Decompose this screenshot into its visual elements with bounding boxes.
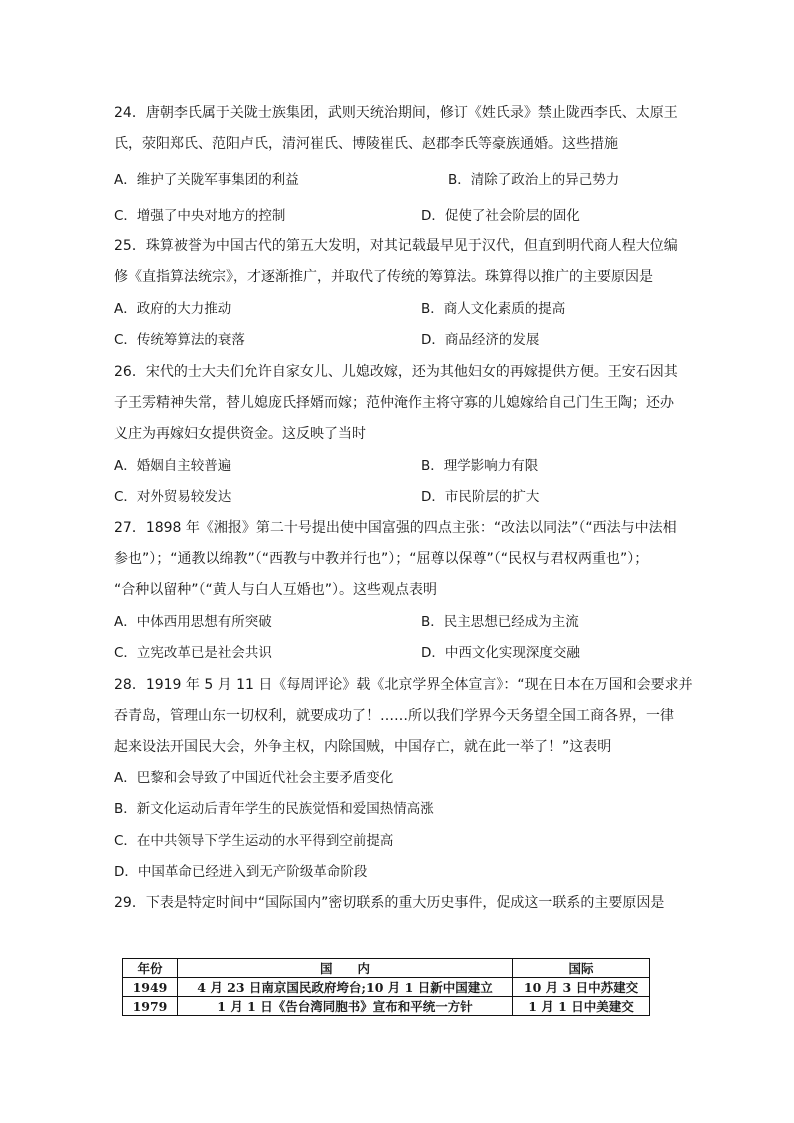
q27-option-b[interactable]: B．民主思想已经成为主流 bbox=[421, 614, 579, 630]
q28-line-2: 吞青岛，管理山东一切权利，就要成功了！……所以我们学界今天务望全国工商各界，一律 bbox=[114, 708, 674, 724]
q24-line-2: 氏，荥阳郑氏、范阳卢氏，清河崔氏、博陵崔氏、赵郡李氏等豪族通婚。这些措施 bbox=[114, 136, 618, 152]
q24-option-a[interactable]: A．维护了关陇军事集团的利益 bbox=[114, 172, 299, 188]
q26-line-1: 26．宋代的士大夫们允许自家女儿、儿媳改嫁，还为其他妇女的再嫁提供方便。王安石因其 bbox=[114, 364, 678, 380]
q28-option-a[interactable]: A．巴黎和会导致了中国近代社会主要矛盾变化 bbox=[114, 770, 394, 786]
events-table bbox=[122, 958, 650, 1016]
q25-option-c[interactable]: C．传统筹算法的衰落 bbox=[114, 332, 245, 348]
cell-international: 10 月 3 日中苏建交 bbox=[513, 978, 650, 997]
q24-option-d[interactable]: D．促使了社会阶层的固化 bbox=[421, 208, 580, 224]
header-domestic: 国 内 bbox=[178, 959, 513, 978]
q28-option-c[interactable]: C．在中共领导下学生运动的水平得到空前提高 bbox=[114, 833, 394, 849]
q25-option-a[interactable]: A．政府的大力推动 bbox=[114, 301, 232, 317]
header-international: 国际 bbox=[513, 959, 650, 978]
cell-domestic: 1 月 1 日《告台湾同胞书》宣布和平统一方针 bbox=[178, 997, 513, 1016]
q28-option-d[interactable]: D．中国革命已经进入到无产阶级革命阶段 bbox=[114, 864, 368, 880]
cell-year: 1949 bbox=[123, 978, 178, 997]
cell-international: 1 月 1 日中美建交 bbox=[513, 997, 650, 1016]
q28-line-3: 起来设法开国民大会，外争主权，内除国贼，中国存亡，就在此一举了！”这表明 bbox=[114, 739, 612, 755]
q28-option-b[interactable]: B．新文化运动后青年学生的民族觉悟和爱国热情高涨 bbox=[114, 801, 434, 817]
q27-option-a[interactable]: A．中体西用思想有所突破 bbox=[114, 614, 272, 630]
q27-option-d[interactable]: D．中西文化实现深度交融 bbox=[421, 645, 580, 661]
header-year: 年份 bbox=[123, 959, 178, 978]
q24-line-1: 24．唐朝李氏属于关陇士族集团，武则天统治期间，修订《姓氏录》禁止陇西李氏、太原王 bbox=[114, 105, 678, 121]
table-row bbox=[123, 997, 650, 1016]
q26-option-b[interactable]: B．理学影响力有限 bbox=[421, 458, 539, 474]
q27-option-c[interactable]: C．立宪改革已是社会共识 bbox=[114, 645, 272, 661]
q25-option-b[interactable]: B．商人文化素质的提高 bbox=[421, 301, 566, 317]
q26-option-c[interactable]: C．对外贸易较发达 bbox=[114, 489, 232, 505]
table-row bbox=[123, 978, 650, 997]
q24-option-b[interactable]: B．清除了政治上的异己势力 bbox=[448, 172, 620, 188]
q26-option-d[interactable]: D．市民阶层的扩大 bbox=[421, 489, 540, 505]
q25-line-2: 修《直指算法统宗》，才逐渐推广，并取代了传统的筹算法。珠算得以推广的主要原因是 bbox=[114, 269, 653, 285]
q24-option-c[interactable]: C．增强了中央对地方的控制 bbox=[114, 208, 286, 224]
q29-line-1: 29．下表是特定时间中“国际国内”密切联系的重大历史事件，促成这一联系的主要原因是 bbox=[114, 895, 665, 911]
q26-line-2: 子王雱精神失常，替儿媳庞氏择婿而嫁；范仲淹作主将守寡的儿媳嫁给自己门生王陶；还办 bbox=[114, 395, 674, 411]
q28-line-1: 28．1919 年 5 月 11 日《每周评论》载《北京学界全体宣言》：“现在日本在万国和会要求并 bbox=[114, 677, 693, 693]
q27-line-1: 27．1898 年《湘报》第二十号提出使中国富强的四点主张：“改法以同法”（“西法与中法相 bbox=[114, 520, 677, 536]
q25-option-d[interactable]: D．商品经济的发展 bbox=[421, 332, 540, 348]
q26-line-3: 义庄为再嫁妇女提供资金。这反映了当时 bbox=[114, 426, 366, 442]
table-header-row bbox=[123, 959, 650, 978]
q26-option-a[interactable]: A．婚姻自主较普遍 bbox=[114, 458, 232, 474]
cell-domestic: 4 月 23 日南京国民政府垮台;10 月 1 日新中国建立 bbox=[178, 978, 513, 997]
cell-year: 1979 bbox=[123, 997, 178, 1016]
q27-line-2: 参也”）；“通教以绵教”（“西教与中教并行也”）；“屈尊以保尊”（“民权与君权两重也”）； bbox=[114, 551, 649, 567]
q27-line-3: “合种以留种”（“黄人与白人互婚也”）。这些观点表明 bbox=[114, 582, 438, 598]
q25-line-1: 25．珠算被誉为中国古代的第五大发明，对其记载最早见于汉代，但直到明代商人程大位编 bbox=[114, 238, 678, 254]
